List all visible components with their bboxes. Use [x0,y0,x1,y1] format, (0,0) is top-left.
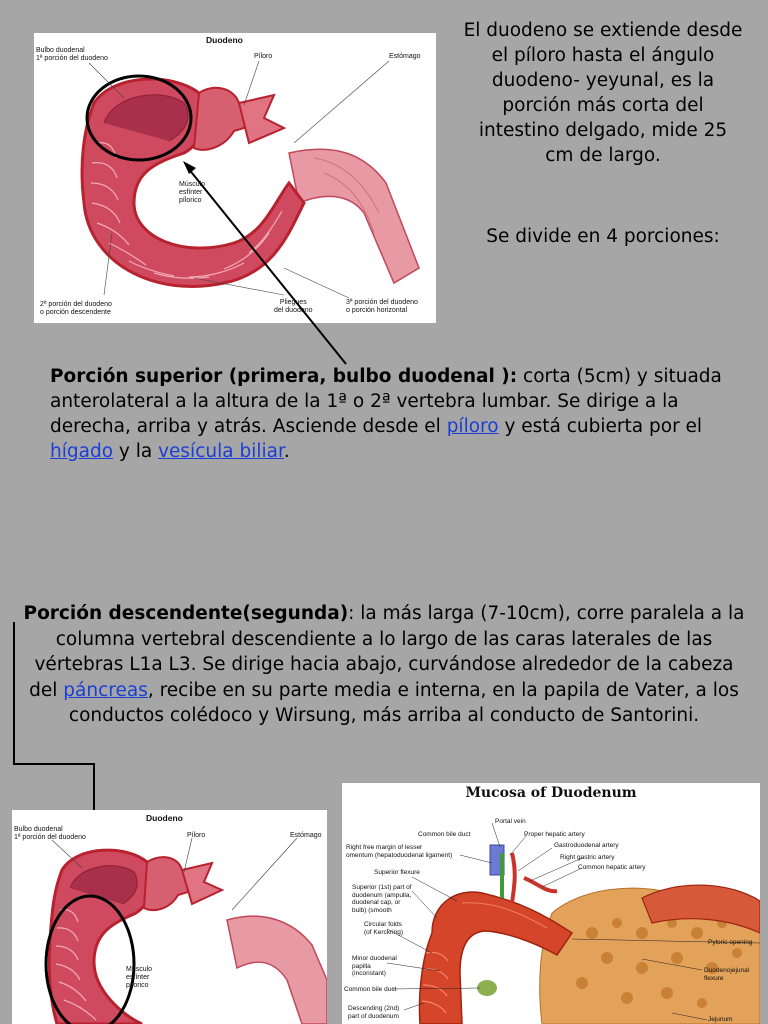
mucosa-label-proper-hepatic-artery: Proper hepatic artery [524,831,585,838]
link-piloro[interactable]: píloro [446,416,499,437]
mucosa-figure-title: Mucosa of Duodenum [465,785,637,801]
mucosa-label-portal-vein: Portal vein [495,818,526,825]
duodeno-figure-bottom [12,810,327,1024]
figure2-label-piloro: Píloro [187,832,206,839]
label-estomago: Estómago [389,53,421,60]
figure-title: Duodeno [206,35,243,45]
intro-paragraph-1: El duodeno se extiende desde el píloro hasta el ángulo duodeno- yeyunal, es la porción más corta del intestino delgado, mide 25 cm de largo. [463,20,743,166]
label-bulbo: Bulbo duodenal 1ª porción del duodeno [36,47,108,62]
arrow-line-1 [188,168,346,364]
intro-paragraph-2: Se divide en 4 porciones: [486,226,720,247]
label-segunda-porcion: 2ª porción del duodeno o porción descendente [40,301,112,316]
section-porcion-superior [50,364,750,464]
mucosa-label-superior-part: Superior (1st) part of duodenum (ampulla, duodenal cap, or bulb) (smooth [352,884,412,914]
figure2-label-estomago: Estómago [290,832,322,839]
section2-heading: Porción descendente(segunda) [23,603,349,624]
mucosa-figure [342,783,760,1024]
label-pliegues: Pliegues del duodeno [274,299,313,314]
mucosa-label-duodenojejunal-flexure: Duodenojejunal flexure [704,967,750,982]
mucosa-label-superior-flexure: Superior flexure [374,869,420,876]
mucosa-label-minor-papilla: Minor duodenal papilla (inconstant) [352,955,397,977]
figure2-label-musculo: Músculo esfínter pílorico [126,966,153,989]
mucosa-label-pyloric-opening: Pyloric opening [708,939,753,946]
mucosa-label-right-free-margin: Right free margin of lesser omentum (hepatoduodenal ligament) [346,844,453,859]
label-piloro: Píloro [254,53,273,60]
mucosa-label-common-bile-duct-top: Common bile duct [418,831,471,838]
duodeno-illustration-2 [12,810,327,1024]
figure2-title: Duodeno [146,813,183,823]
mucosa-label-common-hepatic-artery: Common hepatic artery [578,864,646,871]
mucosa-label-jejunum: Jejunum [708,1016,733,1023]
section1-heading: Porción superior (primera, bulbo duodenal ): [50,366,518,387]
arrow-head-1 [183,161,196,174]
mucosa-label-common-bile-duct-bottom: Common bile duct [344,986,397,993]
link-pancreas[interactable]: páncreas [63,679,148,701]
mucosa-label-circular-folds: Circular folds (of Kerckring) [364,921,404,936]
link-higado[interactable]: hígado [50,441,114,462]
section1-text-4: . [283,441,290,462]
label-tercera-porcion: 3ª porción del duodeno o porción horizontal [346,299,418,314]
figure2-label-bulbo: Bulbo duodenal 1ª porción del duodeno [14,826,86,841]
link-vesicula-biliar[interactable]: vesícula biliar [158,441,284,462]
mucosa-label-right-gastric-artery: Right gastric artery [560,854,615,861]
label-musculo: Músculo esfínter pílorico [179,181,206,204]
section2-text-1: : la más larga (7-10cm), corre paralela a la columna vertebral descendiente a lo largo de las caras laterales de las vértebras L1a L3. Se dirige hacia abajo, curvándose alrededor de la cabeza del [29,603,745,701]
section1-text-1: corta (5cm) y situada anterolateral a la altura de la 1ª o 2ª vertebra lumbar. Se dirige a la derecha, arriba y atrás. Asciende desde el [50,366,722,437]
section1-text-2: y está cubierta por el [498,416,703,437]
section1-text-3: y la [113,441,159,462]
mucosa-label-descending-part: Descending (2nd) part of duodenum [348,1005,400,1020]
section-porcion-descendente [20,601,748,729]
section2-text-2: , recibe en su parte media e interna, en la papila de Vater, a los conductos colédoco y Wirsung, más arriba al conducto de Santorini. [68,679,739,726]
mucosa-label-gastroduodenal-artery: Gastroduodenal artery [554,842,619,849]
